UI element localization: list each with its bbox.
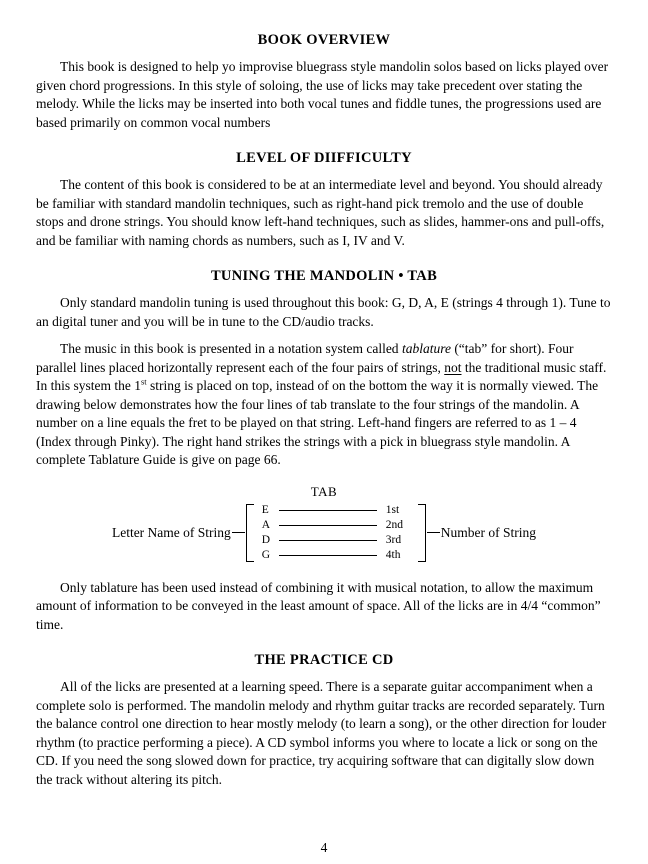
string-letter: D	[261, 534, 271, 546]
string-ordinal: 2nd	[385, 519, 404, 531]
page-number: 4	[320, 840, 328, 855]
string-line	[279, 510, 377, 511]
paragraph-tuning-2: The music in this book is presented in a notation system called tablature (“tab” for short). Four parallel lines placed horizontally represent each of the four pairs of strings, not the traditional music staff. In this system the 1st string is placed on top, instead of on the bottom the way it is normally viewed. The drawing below demonstrates how the four lines of tab translate to the four strings of the mandolin. A number on a line equals the fret to be played on that string. Left-hand fingers are referred to as 1 – 4 (Index through Pinky). The right hand strikes the strings with a pick in bluegrass style mandolin. A complete Tablature Guide is give on page 66.	[36, 341, 607, 467]
tab-diagram-title: TAB	[310, 483, 338, 499]
section-heading-level-of-difficulty: LEVEL OF DIIFFICULTY	[236, 150, 412, 166]
paragraph-difficulty: The content of this book is considered to be at an intermediate level and beyond. You should already be familiar with standard mandolin techniques, such as right-hand pick tremolo and the use of double stops and drone strings. You should know left-hand techniques, such as slides, hammer-ons and pull-offs, and be familiar with naming chords as numbers, such as I, IV and V.	[36, 177, 605, 248]
tab-diagram-body	[36, 503, 612, 563]
paragraph-tuning-1: Only standard mandolin tuning is used throughout this book: G, D, A, E (strings 4 through 1). Tune to an digital tuner and you will be in tune to the CD/audio tracks.	[36, 295, 611, 329]
string-letter: G	[261, 549, 271, 561]
string-letter: E	[261, 504, 269, 516]
letter-name-of-string-label: Letter Name of String	[111, 524, 231, 540]
string-letter: A	[261, 519, 271, 531]
string-ordinal: 3rd	[385, 534, 402, 546]
right-connector-line	[427, 532, 440, 534]
tab-diagram-left-group	[112, 504, 254, 562]
paragraph-book-overview: This book is designed to help yo improvise bluegrass style mandolin solos based on licks played over given chord progressions. In this style of soloing, the use of licks may take precedent over stating the melody. While the licks may be inserted into both vocal tunes and fiddle tunes, the progressions used are based primarily on common vocal numbers	[36, 59, 609, 130]
number-of-string-label: Number of String	[440, 524, 537, 540]
string-row-g	[262, 548, 410, 563]
tab-diagram	[36, 484, 612, 563]
tab-diagram-right-group	[418, 504, 536, 562]
section-heading-tuning-the-mandolin-tab: TUNING THE MANDOLIN • TAB	[210, 268, 438, 284]
string-line	[279, 540, 377, 541]
left-bracket	[246, 504, 254, 562]
string-row-d	[262, 533, 410, 548]
paragraph-tuning-3: Only tablature has been used instead of combining it with musical notation, to allow the maximum amount of information to be conveyed in the least amount of space. All of the licks are in 4/4 “common” time.	[36, 579, 601, 632]
section-heading-book-overview: BOOK OVERVIEW	[257, 32, 391, 48]
string-lines	[254, 503, 418, 563]
left-connector-line	[232, 532, 245, 534]
string-line	[279, 555, 377, 556]
paragraph-practice-cd: All of the licks are presented at a learning speed. There is a separate guitar accompaniment when a complete solo is performed. The mandolin melody and rhythm guitar tracks are recorded separately. Turn the balance control one direction to hear mostly melody (to learn a song), or the other direction for louder rhythm (to practice performing a piece). A CD symbol informs you where to locate a lick or song on the CD. If you need the song slowed down for practice, try acquiring software that can digitally slow down the track without altering its pitch.	[36, 679, 607, 787]
string-ordinal: 1st	[385, 504, 400, 516]
string-row-e	[262, 503, 410, 518]
string-row-a	[262, 518, 410, 533]
string-line	[279, 525, 377, 526]
string-ordinal: 4th	[385, 549, 401, 561]
right-bracket	[418, 504, 426, 562]
section-heading-the-practice-cd: THE PRACTICE CD	[254, 652, 394, 668]
